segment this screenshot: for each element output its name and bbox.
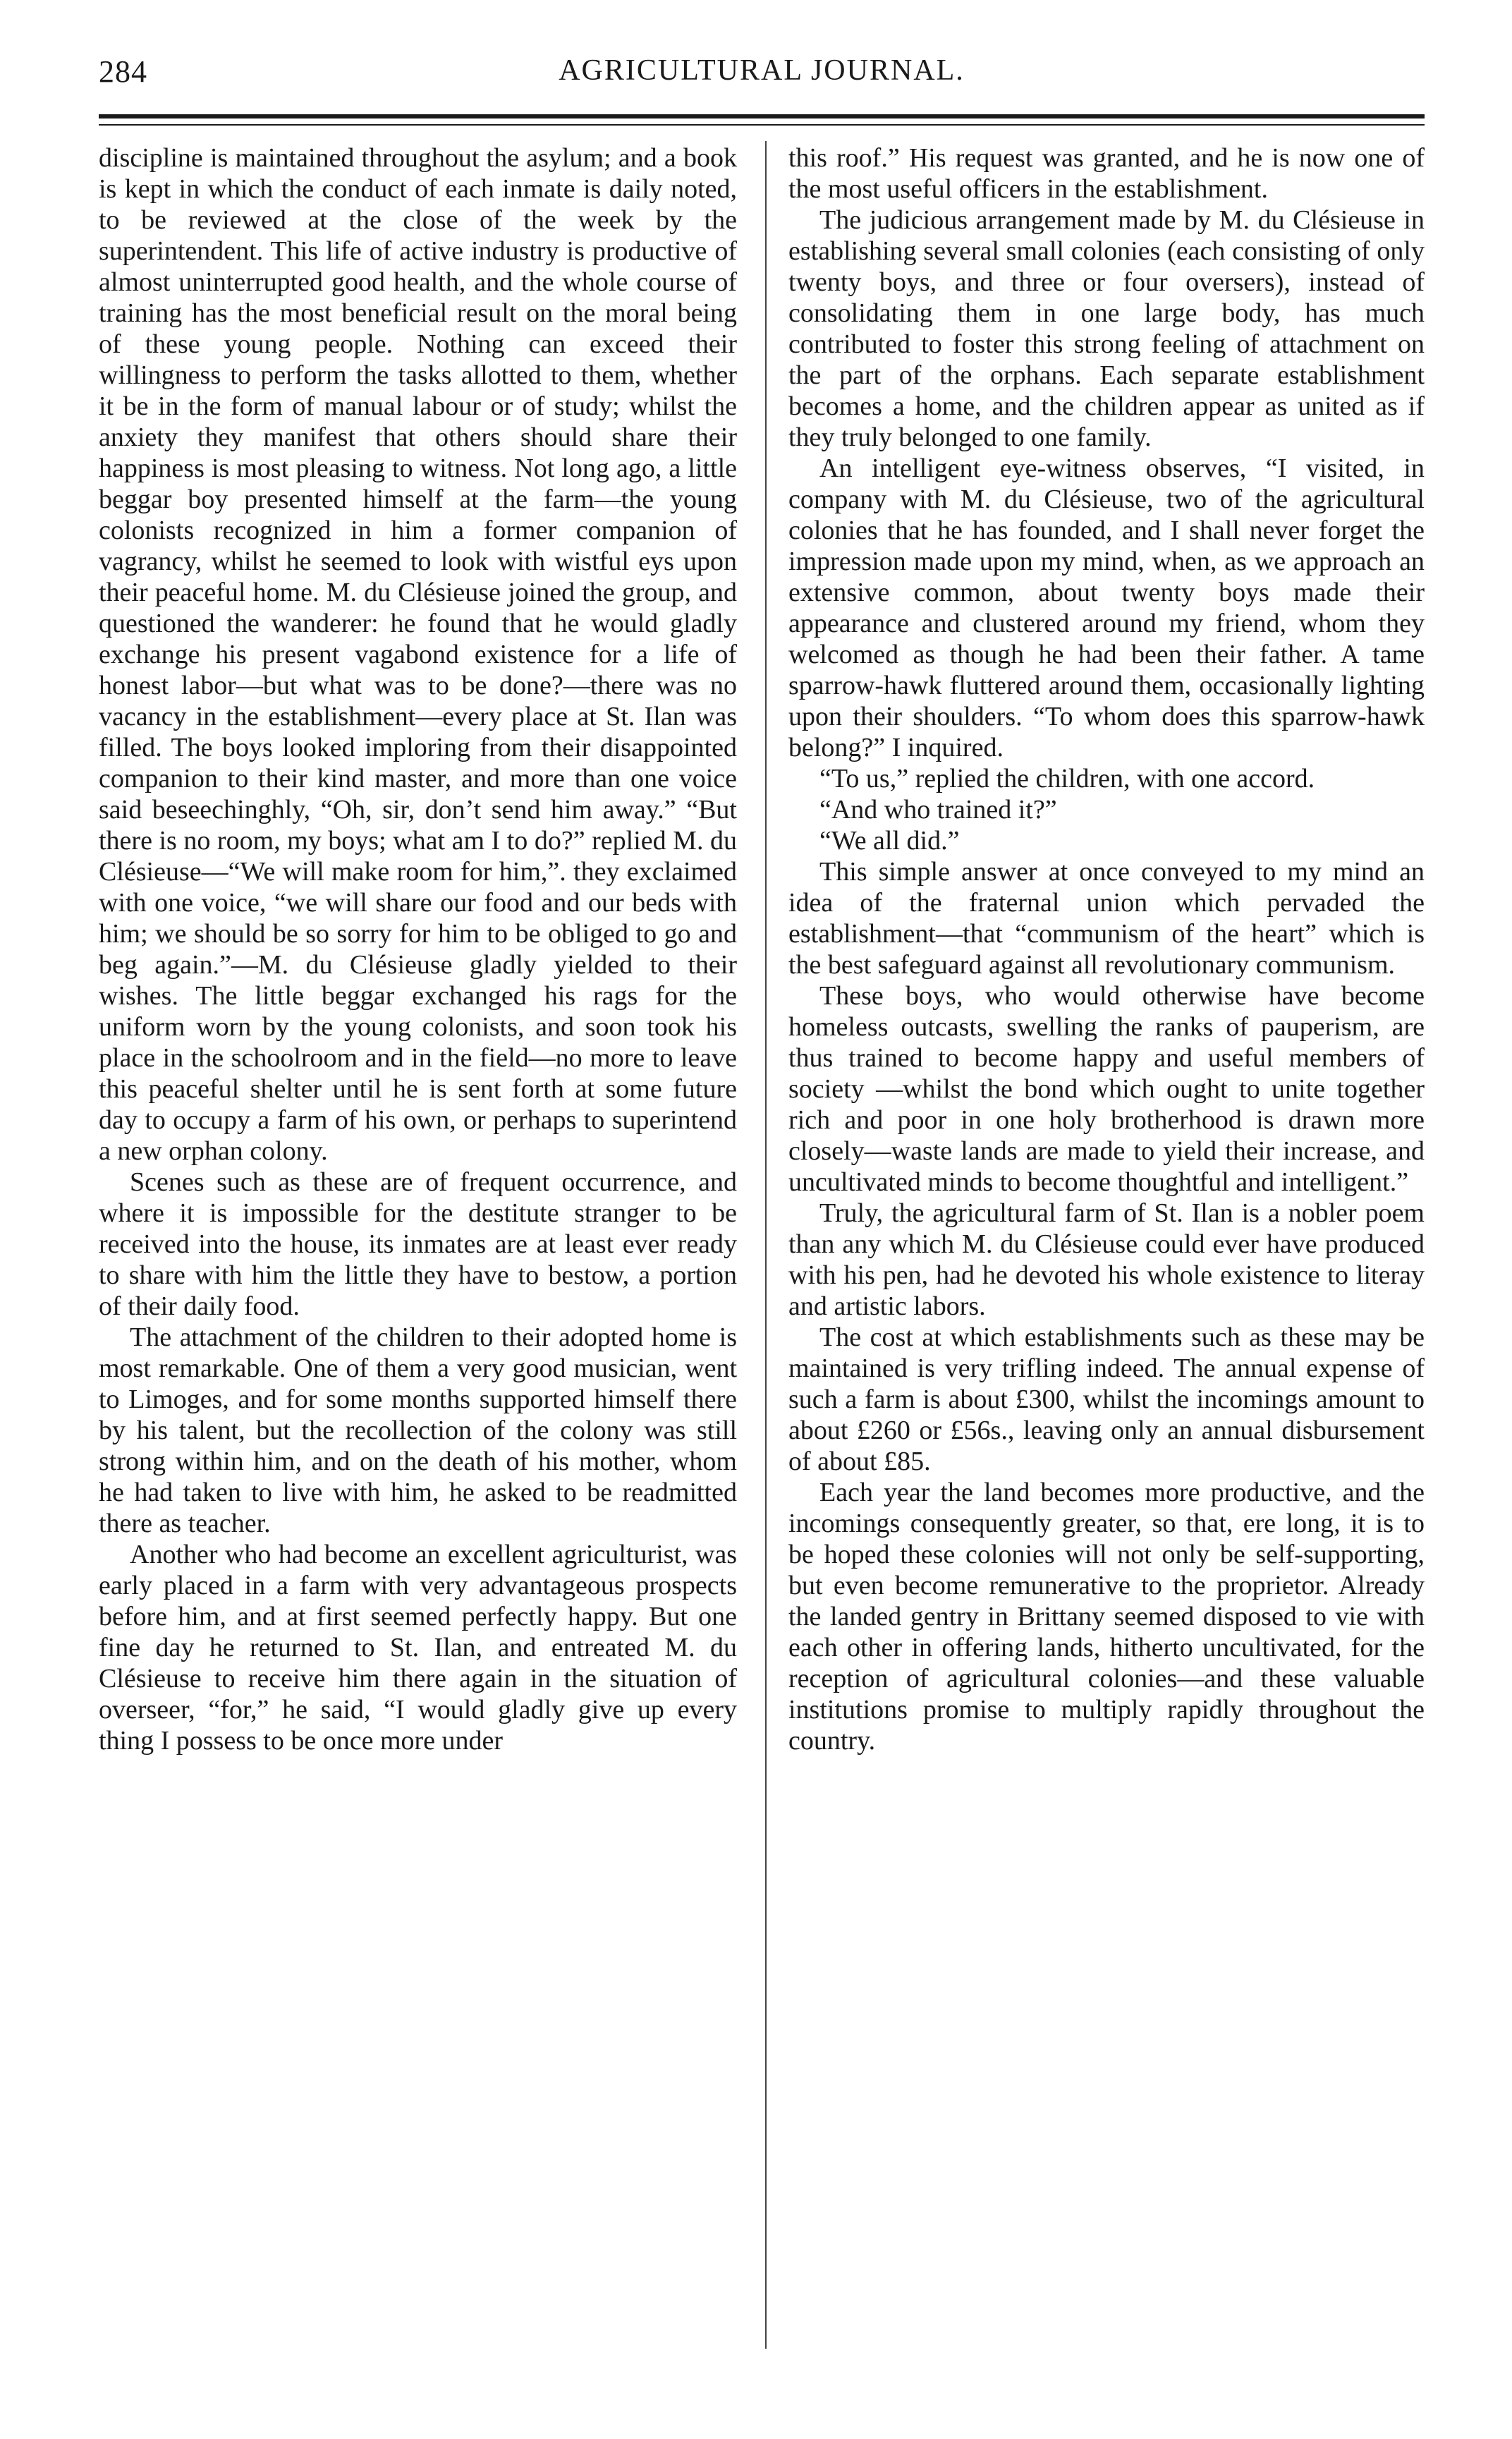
page-header — [99, 49, 1425, 99]
right-paragraph: “We all did.” — [819, 826, 960, 856]
left-paragraph: Another who had become an excellent agriculturist, was early placed in a farm with very advantageous prospects before him, and at first seemed perfectly happy. But one fine day he returned to St. Ilan, and entreated M. du Clésieuse to receive him there again in the situation of overseer, “for,” he said, “I would gladly give up every thing I possess to be once more under — [99, 1540, 737, 1756]
right-paragraph: This simple answer at once conveyed to my mind an idea of the fraternal union which pervaded the establishment—that “communism of the heart” which is the best safeguard against all revolutionary communism. — [788, 857, 1425, 980]
header-rule-thin — [99, 124, 1425, 126]
right-paragraph: this roof.” His request was granted, and he is now one of the most useful officers in the establishment. — [788, 143, 1425, 204]
page-number: 284 — [99, 54, 147, 89]
left-paragraph: discipline is maintained throughout the asylum; and a book is kept in which the conduct of each inmate is daily noted, to be reviewed at the close of the week by the superintendent. This life of active industry is productive of almost uninterrupted good health, and the whole course of training has the most beneficial result on the moral being of these young people. Nothing can exceed their willingness to perform the tasks allotted to them, whether it be in the form of manual labour or of study; whilst the anxiety they manifest that others should share their happiness is most pleasing to witness. Not long ago, a little beggar boy presented himself at the farm—the young colonists recognized in him a former companion of vagrancy, whilst he seemed to look with wistful eys upon their peaceful home. M. du Clésieuse joined the group, and questioned the wanderer: he found that he would gladly exchange his present vagabond existence for a life of honest labor—but what was to be done?—there was no vacancy in the establishment—every place at St. Ilan was filled. The boys looked imploring from their disappointed companion to their kind master, and more than one voice said beseechinghly, “Oh, sir, don’t send him away.” “But there is no room, my boys; what am I to do?” replied M. du Clésieuse—“We will make room for him,”. they exclaimed with one voice, “we will share our food and our beds with him; we should be so sorry for him to be obliged to go and beg again.”—M. du Clésieuse gladly yielded to their wishes. The little beggar exchanged his rags for the uniform worn by the young colonists, and soon took his place in the schoolroom and in the field—no more to leave this peaceful shelter until he is sent forth at some future day to occupy a farm of his own, or perhaps to superintend a new orphan colony. — [99, 143, 737, 1166]
right-paragraph: “And who trained it?” — [819, 795, 1057, 825]
left-paragraph: The attachment of the children to their adopted home is most remarkable. One of them a very good musician, went to Limoges, and for some months supported himself there by his talent, but the recollection of the colony was still strong within him, and on the death of his mother, whom he had taken to live with him, he asked to be readmitted there as teacher. — [99, 1322, 737, 1538]
right-paragraph: The judicious arrangement made by M. du Clésieuse in establishing several small colonies (each consisting of only twenty boys, and three or four oversers), instead of consolidating them in one large body, has much contributed to foster this strong feeling of attachment on the part of the orphans. Each separate establishment becomes a home, and the children appear as united as if they truly belonged to one family. — [788, 205, 1425, 452]
right-paragraph: The cost at which establishments such as these may be maintained is very trifling indeed. The annual expense of such a farm is about £300, whilst the incomings amount to about £260 or £56s., leaving only an annual disbursement of about £85. — [788, 1322, 1425, 1476]
left-paragraph: Scenes such as these are of frequent occurrence, and where it is impossible for the destitute stranger to be received into the house, its inmates are at least ever ready to share with him the little they have to bestow, a portion of their daily food. — [99, 1167, 737, 1321]
right-column — [788, 142, 1425, 2400]
right-paragraph: Truly, the agricultural farm of St. Ilan is a nobler poem than any which M. du Clésieuse could ever have produced with his pen, had he devoted his whole existence to literay and artistic labors. — [788, 1198, 1425, 1321]
left-column — [99, 142, 737, 2400]
header-rule-thick — [99, 114, 1425, 118]
right-paragraph: “To us,” replied the children, with one accord. — [819, 764, 1315, 793]
running-head: AGRICULTURAL JOURNAL. — [559, 54, 965, 87]
right-paragraph: An intelligent eye-witness observes, “I visited, in company with M. du Clésieuse, two of the agricultural colonies that he has founded, and I shall never forget the impression made upon my mind, when, as we approach an extensive common, about twenty boys made their appearance and clustered around my friend, whom they welcomed as though he had been their father. A tame sparrow-hawk fluttered around them, occasionally lighting upon their shoulders. “To whom does this sparrow-hawk belong?” I inquired. — [788, 454, 1425, 762]
column-divider — [765, 141, 767, 2349]
right-paragraph: Each year the land becomes more productive, and the incomings consequently greater, so that, ere long, it is to be hoped these colonies will not only be self-supporting, but even become remunerative to the proprietor. Already the landed gentry in Brittany seemed disposed to vie with each other in offering lands, hitherto uncultivated, for the reception of agricultural colonies—and these valuable institutions promise to multiply rapidly throughout the country. — [788, 1478, 1425, 1756]
right-paragraph: These boys, who would otherwise have become homeless outcasts, swelling the ranks of pauperism, are thus trained to become happy and useful members of society —whilst the bond which ought to unite together rich and poor in one holy brotherhood is drawn more closely—waste lands are made to yield their increase, and uncultivated minds to become thoughtful and intelligent.” — [788, 981, 1425, 1197]
